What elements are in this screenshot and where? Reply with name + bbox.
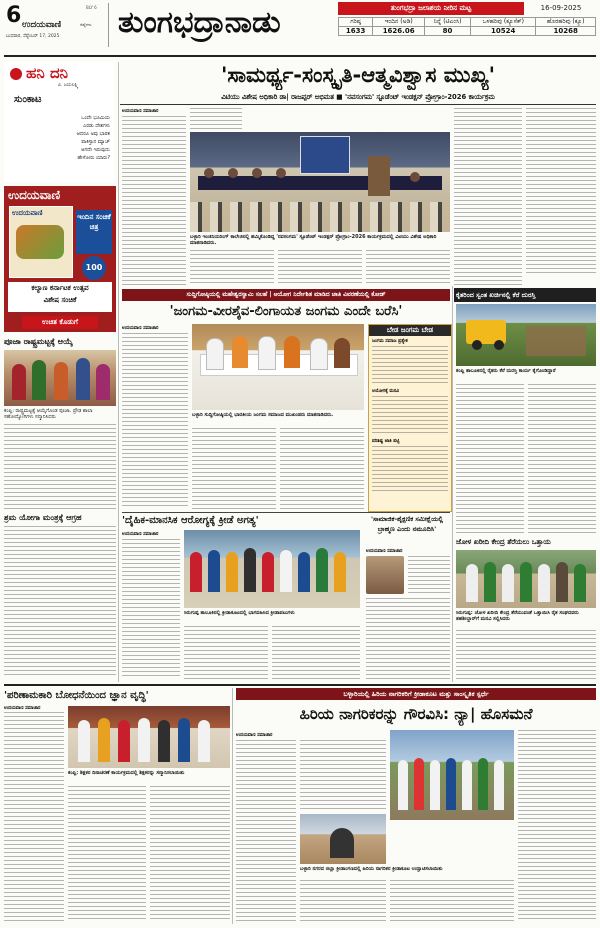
bottom-main-col2 (300, 740, 386, 810)
col1-caption: ಕಂಪ್ಲಿ: ರಾಷ್ಟ್ರಮಟ್ಟಕ್ಕೆ ಆಯ್ಕೆಗೊಂಡ ಪೂಜಾ. ಪ್ರೌಢ ಶಾಲಾ ಸಹೋದ್ಯೋಗಿಗಳು ಸನ್ಮಾನಿಸಿದರು (4, 408, 93, 420)
bottom-main-col5 (518, 730, 596, 922)
dateline: ಬುಧವಾರ, ಸೆಪ್ಟೆಂಬರ್ 17, 2025 (6, 34, 60, 39)
main-byline: ಉದಯವಾಣಿ ಸಮಾಚಾರ (122, 109, 159, 114)
col1-photo (4, 350, 116, 406)
story2-col1 (122, 333, 188, 509)
ad-price: 100 (82, 256, 106, 280)
magazine-ad (4, 186, 116, 332)
ad-cta: ಉಚಿತ ಕೊಡುಗೆ (22, 316, 98, 329)
dam-box-title: ತುಂಗಭದ್ರಾ ಜಲಾಶಯ ನೀರಿನ ಮಟ್ಟ (338, 2, 524, 15)
story3-col1 (122, 539, 180, 679)
side-box-item: ಪರಿಶಿಷ್ಟ ಜಾತಿ ಪಟ್ಟಿ (372, 439, 400, 444)
poem-line: ಎರಡು ದೇಶಗಳು (83, 123, 110, 129)
dam-value: 1633 (339, 27, 373, 36)
side-box (368, 324, 452, 512)
story2-headline: 'ಜಂಗಮ-ವೀರಶೈವ-ಲಿಂಗಾಯತ ಜಂಗಮ ಎಂದೇ ಬರೆಸಿ' (169, 304, 403, 319)
page-number: 6 (6, 3, 22, 28)
story2-photo (192, 324, 364, 410)
main-body-col2 (190, 108, 242, 132)
right-headline-2: ಜೋಳ ಖರೀದಿ ಕೇಂದ್ರ ತೆರೆಯಲು ಒತ್ತಾಯ (456, 538, 551, 546)
side-box-body (372, 346, 448, 386)
bottom-main-col4 (300, 880, 386, 922)
main-caption: ಬಳ್ಳಾರಿ ಇಂಜಿನಿಯರಿಂಗ್ ಕಾಲೇಜಿನಲ್ಲಿ ಹಮ್ಮಿಕೊಂಡಿದ್ದ 'ನವಸಂಗಮ' ಸ್ಟೂಡೆಂಟ್ ಇಂಡಕ್ಷನ್ ಪ್ರೋಗ್ರಾಂ-2026 ಕಾರ್ಯಕ್ರಮದಲ್ಲಿ ವಿಟಿಯು ವಿಶೇಷ ಅಧಿಕಾರಿ ಮಾತನಾಡಿದರು. (190, 234, 437, 246)
poem-line: ಪಾಕಿಸ್ತಾನ ಮ್ಯಾಚ್ (81, 139, 110, 145)
side-box-item: ಆಯೋಗಕ್ಕೆ ಮನವಿ (372, 389, 400, 394)
story4-byline: ಉದಯವಾಣಿ ಸಮಾಚಾರ (366, 549, 403, 554)
bottom-left-photo (68, 706, 230, 768)
dam-header: ಒಳಹರಿವು (ಕ್ಯೂಸೆಕ್) (471, 18, 536, 27)
header-divider (108, 3, 109, 47)
subhead-rule (120, 104, 596, 105)
story2-col3 (280, 428, 364, 510)
right-body-col2 (528, 384, 596, 534)
dam-header: ಹೊರಹರಿವು (ಕ್ಯೂ) (536, 18, 596, 27)
story4-photo (366, 556, 404, 594)
column-rule (118, 62, 119, 682)
main-body-col3 (190, 250, 274, 286)
dam-value: 10524 (471, 27, 536, 36)
story2-byline: ಉದಯವಾಣಿ ಸಮಾಚಾರ (122, 326, 159, 331)
dam-header: ಗರಿಷ್ಠ (339, 18, 373, 27)
small-masthead-tag: ಜಿಲ್ಲೆಗಳು (80, 22, 92, 27)
bottom-main-caption: ಬಳ್ಳಾರಿ ನಗರದ ಜಿಲ್ಲಾ ಕ್ರೀಡಾಂಗಣದಲ್ಲಿ ಹಿರಿಯ ನಾಗರಿಕರ ಕ್ರೀಡಾಕೂಟ ಉದ್ಘಾಟಿಸಲಾಯಿತು (300, 866, 443, 872)
ad-badge: ಇಂದಿನ ಸಂಚಿಕೆ ಚಿತ್ರ (76, 210, 112, 254)
side-box-item: ಜಂಗಮ ಸಮಾಜ ಪ್ರತ್ಯೇಕ (372, 339, 408, 344)
cover-title: ಉದಯವಾಣಿ (12, 209, 43, 217)
right-caption: ಕಂಪ್ಲಿ ತಾಲೂಕಿನಲ್ಲಿ ರೈತರು ಕೆರೆ ದುರಸ್ತಿ ಕಾರ್ಯ ಕೈಗೊಂಡಿದ್ದಾರೆ (456, 368, 556, 374)
bottom-left-col1 (4, 712, 64, 922)
story4-headline: 'ಸಾಮಾಜಿಕ-ಶೈಕ್ಷಣಿಕ ಸಮೀಕ್ಷೆಯಲ್ಲಿ ಬ್ರಾಹ್ಮಣ ಎಂದು ನಮೂದಿಸಿ' (370, 515, 444, 533)
bottom-left-col3 (150, 786, 230, 922)
dam-header: ನಿನ್ನೆ (ಟಿಎಂಸಿ) (424, 18, 470, 27)
dam-stats-table (338, 17, 596, 36)
kicker-bar: ಸುದ್ದಿಗೋಷ್ಠಿಯಲ್ಲಿ ಮಹೇಶ್ವರಸ್ವಾಮಿ ಸಲಹೆ | ಆಯೋಗ ನಿರ್ದೇಶಿತ ಮಾಡಿದ ಜಾತಿ ವಿವರಣೆಯಲ್ಲಿ ಕೋಡ್ (122, 289, 450, 301)
ad-title-box (8, 282, 112, 312)
bottom-rule (4, 684, 596, 686)
cover-art (16, 225, 64, 259)
poem-line: ಆಗದೇ ಇರುವುದು (81, 147, 110, 153)
section-title: ತುಂಗಭದ್ರಾನಾಡು (118, 5, 281, 40)
poem-line: ಆದರೂ ಅವು ಭಾರತ (76, 131, 110, 137)
main-photo (190, 132, 450, 232)
side-box-body (372, 446, 448, 494)
bottom-main-byline: ಉದಯವಾಣಿ ಸಮಾಚಾರ (236, 733, 273, 738)
dam-value: 80 (424, 27, 470, 36)
bottom-left-byline: ಉದಯವಾಣಿ ಸಮಾಚಾರ (4, 706, 41, 711)
right-body-col3 (456, 630, 596, 680)
dam-value: 1626.06 (373, 27, 425, 36)
hani-dani-logo-icon (10, 68, 22, 80)
poem-title: ಸುಂಕಾಟ (14, 94, 42, 105)
story3-col3 (272, 626, 360, 680)
story2-col2 (192, 428, 276, 510)
bottom-main-col1 (236, 740, 296, 922)
side-box-body (372, 396, 448, 436)
main-subhead: ವಿಟಿಯು ವಿಶೇಷ ಅಧಿಕಾರಿ ಡಾ| ರಾಜಪ್ಪರ್ ಅಭಿಮತ ■ 'ನವಸಂಗಮ' ಸ್ಟೂಡೆಂಟ್ ಇಂಡಕ್ಷನ್ ಪ್ರೋಗ್ರಾಂ-2026 ಕಾರ್ಯಕ್ರಮ (221, 93, 495, 101)
dam-box-date: 16-09-2025 (540, 4, 582, 12)
column-rule (452, 286, 453, 682)
main-body-col7 (526, 108, 596, 276)
ad-title-2: ವಿಶೇಷ ಸಂಚಿಕೆ (43, 296, 77, 304)
hani-dani-author: ವಿ. ಜಯಲಕ್ಷ್ಮಿ (58, 83, 79, 88)
story3-caption: ಸಿರುಗುಪ್ಪ ತಾಲೂಕಿನಲ್ಲಿ ಕ್ರೀಡಾಕೂಟದಲ್ಲಿ ಭಾಗವಹಿಸಿದ ಕ್ರೀಡಾಪಟುಗಳು (184, 610, 295, 616)
hani-dani-title: ಹನಿ ದನಿ (26, 64, 68, 82)
col1-body (4, 424, 116, 510)
right-photo (456, 304, 596, 366)
main-body-col6 (454, 108, 522, 286)
poem-line: ಹೇಳೋರು ಯಾರು? (77, 155, 110, 161)
dam-level-box (338, 2, 596, 58)
story4-col1 (408, 556, 450, 594)
right-caption-2: ಸಿರುಗುಪ್ಪ: ಜೋಳ ಖರೀದಿ ಕೇಂದ್ರ ತೆರೆಯುವಂತೆ ಒತ್ತಾಯಿಸಿ ರೈತ ಸಂಘದವರು ತಹಶೀಲ್ದಾರ್‌ಗೆ ಮನವಿ ಸಲ್ಲಿಸಿದರು (456, 610, 579, 622)
main-body-col1 (122, 116, 186, 286)
story2-caption: ಬಳ್ಳಾರಿ ಸುದ್ದಿಗೋಷ್ಠಿಯಲ್ಲಿ ಭಾರತೀಯ ಜಂಗಮ ಸಮಾಜದ ಮುಖಂಡರು ಮಾತನಾಡಿದರು. (192, 412, 334, 418)
main-body-col4 (278, 250, 362, 286)
dam-header: ಇಂದಿನ (ಅಡಿ) (373, 18, 425, 27)
ad-title-1: ಕಲ್ಯಾಣ ಕರ್ನಾಟಕ ಉತ್ಸವ (31, 284, 89, 292)
header-rule (4, 55, 596, 57)
story3-byline: ಉದಯವಾಣಿ ಸಮಾಚಾರ (122, 532, 159, 537)
side-box-title: ಬೇಡ ಜಂಗಮ ಬೇಡ (369, 325, 451, 336)
bottom-kicker: ಬಳ್ಳಾರಿಯಲ್ಲಿ ಹಿರಿಯ ನಾಗರಿಕರಿಗೆ ಕ್ರೀಡಾಕೂಟ ಮತ್ತು ಸಾಂಸ್ಕೃತಿಕ ಸ್ಪರ್ಧೆ (236, 688, 596, 700)
col1-headline-2: ಶ್ರಮ ಯೋಗಾ ಮಂತ್ರಕ್ಕೆ ಆಗ್ರಹ (4, 513, 82, 522)
main-headline: 'ಸಾಮರ್ಥ್ಯ-ಸಂಸ್ಕೃತಿ-ಆತ್ಮವಿಶ್ವಾಸ ಮುಖ್ಯ' (220, 63, 496, 87)
ad-brand: ಉದಯವಾಣಿ (8, 188, 61, 202)
bottom-main-photo-1 (390, 730, 514, 820)
bottom-left-caption: ಕಂಪ್ಲಿ: ಶಿಕ್ಷಕರ ದಿನಾಚರಣೆ ಕಾರ್ಯಕ್ರಮದಲ್ಲಿ ಶಿಕ್ಷಕರನ್ನು ಸನ್ಮಾನಿಸಲಾಯಿತು (68, 770, 185, 776)
col1-body-2 (4, 526, 116, 678)
bottom-main-headline: ಹಿರಿಯ ನಾಗರಿಕರನ್ನು ಗೌರವಿಸಿ: ನ್ಯಾ| ಹೊಸಮನೆ (299, 705, 533, 723)
bottom-left-col2 (68, 786, 146, 922)
right-body-col1 (456, 384, 524, 534)
edition-code: BLY 6 (86, 5, 97, 10)
bottom-main-col3 (390, 880, 514, 922)
right-photo-2 (456, 550, 596, 608)
story3-photo (184, 530, 360, 608)
bottom-left-headline: 'ಪರಿಣಾಮಕಾರಿ ಬೋಧನೆಯಿಂದ ಜ್ಞಾನ ವೃದ್ಧಿ' (4, 690, 149, 701)
page-header (0, 0, 600, 52)
poem-line: ಒಂದೇ ಭೂಮಿಯ (81, 115, 110, 121)
main-body-col5 (366, 250, 450, 286)
poem-body (34, 114, 110, 162)
dam-value: 10268 (536, 27, 596, 36)
ad-cover-image (9, 206, 73, 278)
col1-headline: ಪೂಜಾ ರಾಷ್ಟ್ರಮಟ್ಟಕ್ಕೆ ಆಯ್ಕೆ (4, 337, 73, 346)
column-rule (232, 688, 233, 924)
story4-col2 (366, 598, 450, 680)
hani-dani-box (4, 62, 114, 182)
story3-headline: 'ದೈಹಿಕ-ಮಾನಸಿಕ ಆರೋಗ್ಯಕ್ಕೆ ಕ್ರೀಡೆ ಅಗತ್ಯ' (122, 515, 259, 526)
small-masthead: ಉದಯವಾಣಿ (22, 20, 62, 30)
story3-col2 (184, 626, 268, 680)
right-headline: ಕೈತರಿಂದ ಸ್ವಂತ ಖರ್ಚಿನಲ್ಲಿ ಕೆರೆ ದುರಸ್ತಿ (456, 291, 536, 299)
bottom-main-photo-2 (300, 814, 386, 864)
